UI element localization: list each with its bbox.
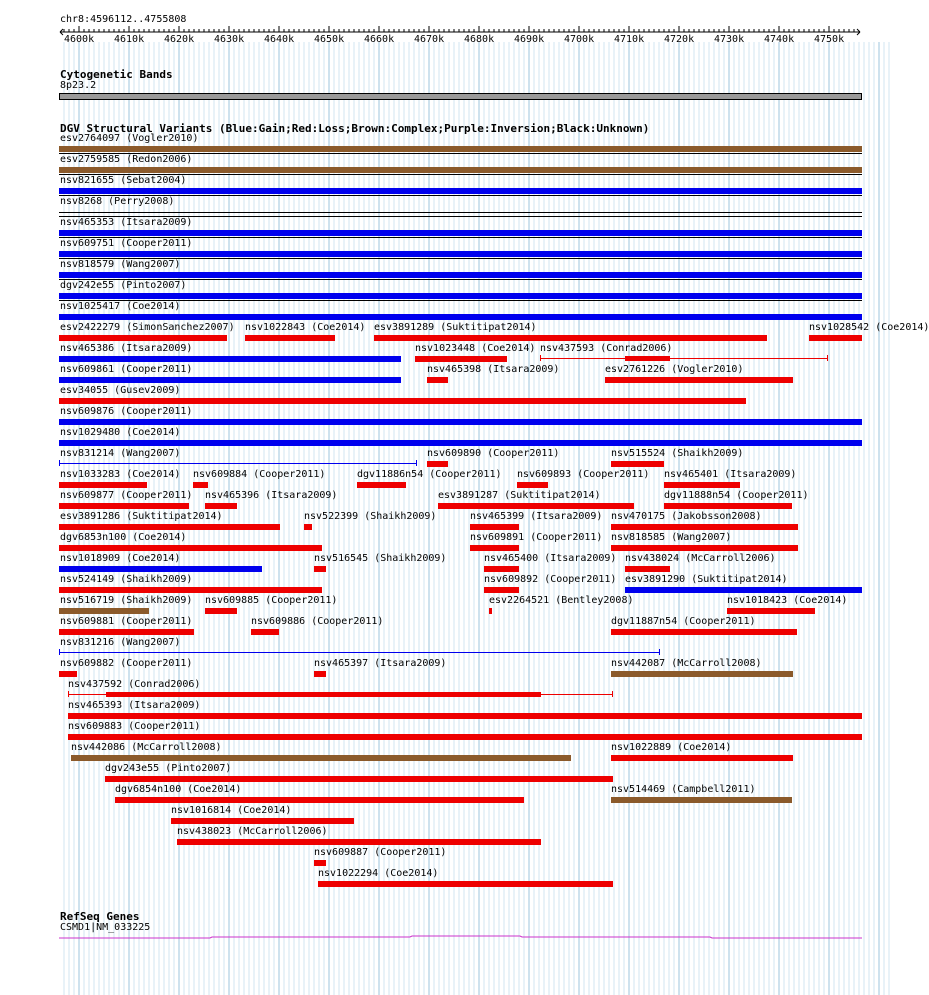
dgv-feature-bar[interactable]: [314, 671, 326, 677]
dgv-feature-bar[interactable]: [59, 587, 322, 593]
dgv-feature-label[interactable]: esv2422279 (SimonSanchez2007): [60, 322, 235, 333]
dgv-feature-bar[interactable]: [68, 713, 862, 719]
dgv-feature-endcap: [827, 355, 828, 361]
dgv-feature-label[interactable]: nsv437592 (Conrad2006): [68, 679, 201, 690]
dgv-feature-endcap: [540, 355, 541, 361]
dgv-feature-bar[interactable]: [470, 545, 519, 551]
dgv-feature-label[interactable]: nsv442087 (McCarroll2008): [611, 658, 762, 669]
dgv-feature-label[interactable]: nsv609886 (Cooper2011): [251, 616, 384, 627]
dgv-feature-label[interactable]: nsv437593 (Conrad2006): [540, 343, 673, 354]
dgv-feature-label[interactable]: nsv514469 (Campbell2011): [611, 784, 756, 795]
dgv-feature-bar[interactable]: [59, 671, 77, 677]
dgv-feature-bar[interactable]: [664, 503, 792, 509]
dgv-feature-bar[interactable]: [611, 545, 798, 551]
dgv-feature-label[interactable]: esv3891289 (Suktitipat2014): [374, 322, 537, 333]
dgv-feature-label[interactable]: nsv465393 (Itsara2009): [68, 700, 201, 711]
ruler-tick-label: 4610k: [114, 34, 145, 45]
dgv-feature-bar[interactable]: [59, 272, 862, 278]
cytobands-track-title[interactable]: Cytogenetic Bands: [60, 68, 173, 81]
dgv-feature-label[interactable]: nsv1022294 (Coe2014): [318, 868, 439, 879]
dgv-feature-bar[interactable]: [611, 671, 793, 677]
dgv-feature-bar[interactable]: [59, 251, 862, 257]
dgv-feature-bar[interactable]: [611, 755, 793, 761]
dgv-feature-label[interactable]: nsv609881 (Cooper2011): [60, 616, 193, 627]
dgv-feature-label[interactable]: nsv609876 (Cooper2011): [60, 406, 193, 417]
dgv-feature-label[interactable]: nsv609751 (Cooper2011): [60, 238, 193, 249]
dgv-feature-label[interactable]: nsv609890 (Cooper2011): [427, 448, 560, 459]
dgv-feature-bar[interactable]: [105, 776, 613, 782]
dgv-feature-label[interactable]: nsv465386 (Itsara2009): [60, 343, 193, 354]
dgv-track-title[interactable]: DGV Structural Variants (Blue:Gain;Red:Loss;Brown:Complex;Purple:Inversion;Black:Unknown): [60, 122, 650, 135]
dgv-feature-label[interactable]: esv34055 (Gusev2009): [60, 385, 181, 396]
dgv-feature-label[interactable]: nsv1022889 (Coe2014): [611, 742, 732, 753]
dgv-feature-label[interactable]: nsv609882 (Cooper2011): [60, 658, 193, 669]
dgv-feature-label[interactable]: nsv609892 (Cooper2011): [484, 574, 617, 585]
dgv-feature-bar[interactable]: [59, 524, 280, 530]
dgv-feature-bar[interactable]: [438, 503, 634, 509]
dgv-feature-label[interactable]: nsv609893 (Cooper2011): [517, 469, 650, 480]
dgv-feature-bar[interactable]: [625, 566, 670, 572]
ruler-tick-label: 4750k: [814, 34, 845, 45]
dgv-feature-endcap: [612, 691, 613, 697]
dgv-feature-line[interactable]: [59, 463, 417, 464]
dgv-feature-block[interactable]: [625, 356, 670, 361]
dgv-feature-bar[interactable]: [470, 524, 519, 530]
dgv-feature-label[interactable]: esv2764097 (Vogler2010): [60, 133, 199, 144]
ruler-tick-label: 4600k: [64, 34, 95, 45]
position-label: chr8:4596112..4755808: [60, 14, 187, 25]
dgv-feature-bar[interactable]: [59, 314, 862, 320]
dgv-feature-bar[interactable]: [177, 839, 541, 845]
dgv-feature-label[interactable]: nsv465400 (Itsara2009): [484, 553, 617, 564]
dgv-feature-bar[interactable]: [71, 755, 571, 761]
dgv-feature-label[interactable]: nsv609861 (Cooper2011): [60, 364, 193, 375]
dgv-feature-bar[interactable]: [115, 797, 524, 803]
ruler-tick-label: 4710k: [614, 34, 645, 45]
dgv-feature-bar[interactable]: [193, 482, 208, 488]
dgv-feature-bar[interactable]: [611, 797, 792, 803]
dgv-feature-bar[interactable]: [205, 608, 237, 614]
dgv-feature-bar[interactable]: [205, 503, 237, 509]
dgv-feature-label[interactable]: nsv1018909 (Coe2014): [60, 553, 181, 564]
dgv-feature-label[interactable]: nsv465398 (Itsara2009): [427, 364, 560, 375]
dgv-feature-label[interactable]: nsv609885 (Cooper2011): [205, 595, 338, 606]
dgv-feature-bar[interactable]: [59, 608, 149, 614]
dgv-feature-bar[interactable]: [374, 335, 767, 341]
dgv-feature-label[interactable]: dgv242e55 (Pinto2007): [60, 280, 187, 291]
dgv-feature-label[interactable]: nsv465353 (Itsara2009): [60, 217, 193, 228]
dgv-feature-bar[interactable]: [59, 440, 862, 446]
dgv-feature-bar[interactable]: [59, 146, 862, 152]
dgv-feature-bar[interactable]: [611, 629, 797, 635]
refseq-gene-label[interactable]: CSMD1|NM_033225: [60, 922, 151, 933]
ruler-tick-label: 4740k: [764, 34, 795, 45]
ruler-tick-label: 4720k: [664, 34, 695, 45]
dgv-feature-bar[interactable]: [245, 335, 335, 341]
dgv-feature-bar[interactable]: [605, 377, 793, 383]
dgv-feature-bar[interactable]: [304, 524, 312, 530]
dgv-feature-label[interactable]: dgv6853n100 (Coe2014): [60, 532, 187, 543]
dgv-feature-endcap: [59, 460, 60, 466]
dgv-feature-bar[interactable]: [314, 566, 326, 572]
dgv-feature-label[interactable]: nsv522399 (Shaikh2009): [304, 511, 437, 522]
dgv-feature-bar[interactable]: [427, 377, 448, 383]
dgv-feature-label[interactable]: nsv516545 (Shaikh2009): [314, 553, 447, 564]
dgv-feature-label[interactable]: nsv831216 (Wang2007): [60, 637, 181, 648]
dgv-feature-bar[interactable]: [251, 629, 279, 635]
track-row-separator: [59, 195, 862, 196]
dgv-feature-label[interactable]: esv3891287 (Suktitipat2014): [438, 490, 601, 501]
ruler-tick-label: 4730k: [714, 34, 745, 45]
dgv-feature-bar[interactable]: [664, 482, 740, 488]
dgv-feature-label[interactable]: nsv609883 (Cooper2011): [68, 721, 201, 732]
ruler-tick-label: 4690k: [514, 34, 545, 45]
ruler-tick-label: 4640k: [264, 34, 295, 45]
dgv-feature-label[interactable]: dgv11886n54 (Cooper2011): [357, 469, 502, 480]
dgv-feature-endcap: [416, 460, 417, 466]
dgv-feature-endcap: [59, 649, 60, 655]
dgv-feature-label[interactable]: nsv818579 (Wang2007): [60, 259, 181, 270]
dgv-feature-label[interactable]: esv2759585 (Redon2006): [60, 154, 193, 165]
dgv-feature-bar[interactable]: [415, 356, 507, 362]
dgv-feature-bar[interactable]: [611, 524, 798, 530]
dgv-feature-bar[interactable]: [484, 587, 519, 593]
cytoband-label: 8p23.2: [60, 80, 97, 91]
dgv-feature-label[interactable]: nsv438023 (McCarroll2006): [177, 826, 328, 837]
dgv-feature-line[interactable]: [540, 358, 828, 359]
dgv-feature-bar[interactable]: [59, 503, 189, 509]
ruler-tick-label: 4660k: [364, 34, 395, 45]
dgv-feature-label[interactable]: esv2761226 (Vogler2010): [605, 364, 744, 375]
ruler-tick-label: 4630k: [214, 34, 245, 45]
dgv-feature-label[interactable]: nsv465396 (Itsara2009): [205, 490, 338, 501]
refseq-gene-line[interactable]: [0, 930, 890, 944]
ruler-tick-label: 4620k: [164, 34, 195, 45]
dgv-feature-label[interactable]: nsv470175 (Jakobsson2008): [611, 511, 762, 522]
dgv-feature-label[interactable]: nsv1033283 (Coe2014): [60, 469, 181, 480]
dgv-feature-endcap: [68, 691, 69, 697]
dgv-feature-label[interactable]: nsv515524 (Shaikh2009): [611, 448, 744, 459]
dgv-feature-label[interactable]: nsv821655 (Sebat2004): [60, 175, 187, 186]
ruler-tick-label: 4680k: [464, 34, 495, 45]
dgv-feature-bar[interactable]: [357, 482, 406, 488]
dgv-feature-bar[interactable]: [484, 566, 519, 572]
dgv-feature-label[interactable]: nsv818585 (Wang2007): [611, 532, 732, 543]
dgv-feature-label[interactable]: nsv609877 (Cooper2011): [60, 490, 193, 501]
dgv-feature-bar[interactable]: [59, 212, 862, 213]
dgv-feature-bar[interactable]: [59, 419, 862, 425]
dgv-feature-label[interactable]: nsv609884 (Cooper2011): [193, 469, 326, 480]
dgv-feature-label[interactable]: nsv1029480 (Coe2014): [60, 427, 181, 438]
dgv-feature-label[interactable]: nsv465399 (Itsara2009): [470, 511, 603, 522]
dgv-feature-label[interactable]: nsv609887 (Cooper2011): [314, 847, 447, 858]
dgv-feature-label[interactable]: nsv1028542 (Coe2014): [809, 322, 929, 333]
dgv-feature-label[interactable]: nsv465397 (Itsara2009): [314, 658, 447, 669]
dgv-feature-label[interactable]: esv3891290 (Suktitipat2014): [625, 574, 788, 585]
dgv-feature-label[interactable]: dgv243e55 (Pinto2007): [105, 763, 232, 774]
dgv-feature-bar[interactable]: [59, 377, 401, 383]
dgv-feature-bar[interactable]: [59, 482, 147, 488]
dgv-feature-label[interactable]: nsv8268 (Perry2008): [60, 196, 175, 207]
dgv-feature-label[interactable]: nsv516719 (Shaikh2009): [60, 595, 193, 606]
dgv-feature-label[interactable]: esv2264521 (Bentley2008): [489, 595, 634, 606]
dgv-feature-label[interactable]: dgv11888n54 (Cooper2011): [664, 490, 809, 501]
dgv-feature-bar[interactable]: [611, 461, 664, 467]
dgv-feature-block[interactable]: [106, 692, 541, 697]
dgv-feature-bar[interactable]: [517, 482, 548, 488]
dgv-feature-label[interactable]: nsv1016814 (Coe2014): [171, 805, 292, 816]
dgv-feature-label[interactable]: nsv609891 (Cooper2011): [470, 532, 603, 543]
dgv-feature-label[interactable]: nsv465401 (Itsara2009): [664, 469, 797, 480]
dgv-feature-bar[interactable]: [427, 461, 448, 467]
dgv-feature-bar[interactable]: [625, 587, 862, 593]
cytoband-bar[interactable]: [59, 93, 862, 100]
dgv-feature-bar[interactable]: [59, 545, 322, 551]
dgv-feature-label[interactable]: nsv1022843 (Coe2014): [245, 322, 366, 333]
dgv-feature-line[interactable]: [59, 652, 660, 653]
dgv-feature-bar[interactable]: [171, 818, 354, 824]
dgv-feature-bar[interactable]: [59, 566, 262, 572]
dgv-feature-bar[interactable]: [59, 188, 862, 194]
dgv-feature-label[interactable]: nsv438024 (McCarroll2006): [625, 553, 776, 564]
dgv-feature-bar[interactable]: [318, 881, 613, 887]
dgv-feature-bar[interactable]: [314, 860, 326, 866]
dgv-feature-bar[interactable]: [59, 335, 227, 341]
dgv-feature-endcap: [659, 649, 660, 655]
dgv-feature-label[interactable]: dgv11887n54 (Cooper2011): [611, 616, 756, 627]
dgv-feature-bar[interactable]: [59, 230, 862, 236]
dgv-feature-label[interactable]: dgv6854n100 (Coe2014): [115, 784, 242, 795]
dgv-feature-bar[interactable]: [59, 398, 746, 404]
dgv-feature-label[interactable]: nsv831214 (Wang2007): [60, 448, 181, 459]
dgv-feature-bar[interactable]: [59, 356, 401, 362]
ruler-tick-label: 4650k: [314, 34, 345, 45]
dgv-feature-label[interactable]: nsv442086 (McCarroll2008): [71, 742, 222, 753]
dgv-feature-bar[interactable]: [59, 293, 862, 299]
ruler-tick-label: 4670k: [414, 34, 445, 45]
dgv-feature-bar[interactable]: [59, 167, 862, 173]
ruler-tick-label: 4700k: [564, 34, 595, 45]
dgv-feature-bar[interactable]: [809, 335, 862, 341]
dgv-feature-bar[interactable]: [489, 608, 492, 614]
dgv-feature-label[interactable]: nsv1018423 (Coe2014): [727, 595, 848, 606]
dgv-feature-label[interactable]: nsv524149 (Shaikh2009): [60, 574, 193, 585]
dgv-feature-bar[interactable]: [727, 608, 815, 614]
dgv-feature-label[interactable]: nsv1023448 (Coe2014): [415, 343, 536, 354]
dgv-feature-label[interactable]: esv3891286 (Suktitipat2014): [60, 511, 223, 522]
dgv-feature-bar[interactable]: [59, 629, 194, 635]
dgv-feature-label[interactable]: nsv1025417 (Coe2014): [60, 301, 181, 312]
dgv-feature-bar[interactable]: [68, 734, 862, 740]
refseq-track-title[interactable]: RefSeq Genes: [60, 910, 140, 923]
